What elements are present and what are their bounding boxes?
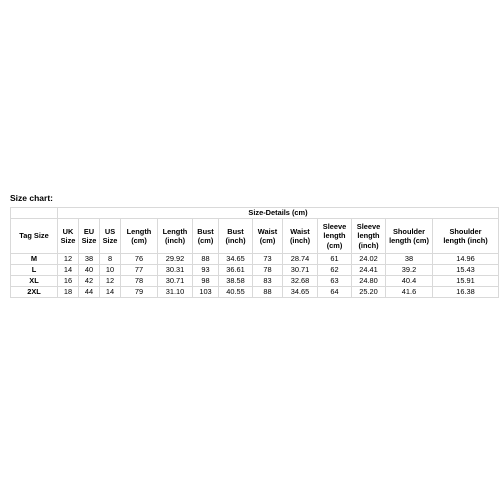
table-cell: 8 bbox=[100, 254, 121, 265]
table-cell: 41.6 bbox=[386, 287, 433, 298]
tag-size-cell: XL bbox=[11, 276, 58, 287]
column-header-line: Waist bbox=[257, 226, 278, 236]
column-header-line: Bust bbox=[197, 226, 214, 236]
table-cell: 28.74 bbox=[283, 254, 318, 265]
table-cell: 38.58 bbox=[219, 276, 253, 287]
column-header-line: UK bbox=[62, 226, 74, 236]
column-header-line: Size bbox=[60, 236, 76, 245]
column-header bbox=[318, 219, 352, 254]
table-body bbox=[11, 254, 499, 298]
table-cell: 78 bbox=[253, 265, 283, 276]
column-header-line: (inch) bbox=[164, 236, 186, 245]
column-header-line: length bbox=[357, 231, 380, 241]
table-cell: 14 bbox=[100, 287, 121, 298]
column-header bbox=[79, 219, 100, 254]
column-header-line: Length bbox=[126, 226, 152, 236]
column-header-line: Waist bbox=[290, 226, 310, 236]
table-cell: 16 bbox=[58, 276, 79, 287]
column-header-line: Sleeve bbox=[322, 222, 347, 232]
table-row bbox=[11, 265, 499, 276]
table-cell: 77 bbox=[121, 265, 158, 276]
column-header bbox=[386, 219, 433, 254]
column-header bbox=[253, 219, 283, 254]
size-chart-title: Size chart: bbox=[10, 193, 53, 203]
column-header-line: Length bbox=[162, 226, 188, 236]
table-cell: 38 bbox=[79, 254, 100, 265]
table-cell: 73 bbox=[253, 254, 283, 265]
column-header-line: Shoulder bbox=[392, 226, 426, 236]
table-cell: 30.71 bbox=[158, 276, 193, 287]
table-cell: 93 bbox=[193, 265, 219, 276]
table-cell: 40.55 bbox=[219, 287, 253, 298]
column-header-line: Size bbox=[102, 236, 118, 245]
size-details-header: Size-Details (cm) bbox=[58, 208, 499, 219]
table-cell: 31.10 bbox=[158, 287, 193, 298]
column-header-line: Tag Size bbox=[19, 231, 49, 241]
column-header-line: length (cm) bbox=[389, 236, 429, 245]
table-cell: 40.4 bbox=[386, 276, 433, 287]
table-cell: 24.02 bbox=[352, 254, 386, 265]
column-header-line: EU bbox=[83, 226, 95, 236]
table-cell: 42 bbox=[79, 276, 100, 287]
column-header bbox=[11, 219, 58, 254]
column-header bbox=[433, 219, 499, 254]
tag-size-cell: 2XL bbox=[11, 287, 58, 298]
table-row bbox=[11, 254, 499, 265]
table-cell: 32.68 bbox=[283, 276, 318, 287]
table-cell: 83 bbox=[253, 276, 283, 287]
column-header bbox=[352, 219, 386, 254]
table-cell: 62 bbox=[318, 265, 352, 276]
table-cell: 88 bbox=[253, 287, 283, 298]
table-cell: 14.96 bbox=[433, 254, 499, 265]
column-header-line: Size bbox=[81, 236, 97, 245]
table-cell: 38 bbox=[386, 254, 433, 265]
table-cell: 29.92 bbox=[158, 254, 193, 265]
table-cell: 79 bbox=[121, 287, 158, 298]
tag-size-cell: L bbox=[11, 265, 58, 276]
column-header bbox=[158, 219, 193, 254]
table-cell: 103 bbox=[193, 287, 219, 298]
table-cell: 44 bbox=[79, 287, 100, 298]
table-cell: 39.2 bbox=[386, 265, 433, 276]
column-header-line: (inch) bbox=[225, 236, 246, 245]
table-cell: 30.31 bbox=[158, 265, 193, 276]
column-header-line: (inch) bbox=[289, 236, 311, 245]
table-cell: 76 bbox=[121, 254, 158, 265]
column-header-line: (cm) bbox=[197, 236, 214, 245]
column-header-line: length (inch) bbox=[443, 236, 488, 245]
tag-size-cell: M bbox=[11, 254, 58, 265]
column-header-line: Bust bbox=[227, 226, 244, 236]
table-cell: 64 bbox=[318, 287, 352, 298]
table-cell: 34.65 bbox=[283, 287, 318, 298]
table-cell: 34.65 bbox=[219, 254, 253, 265]
table-row bbox=[11, 276, 499, 287]
table-cell: 16.38 bbox=[433, 287, 499, 298]
table-cell: 24.41 bbox=[352, 265, 386, 276]
column-header bbox=[219, 219, 253, 254]
table-cell: 15.91 bbox=[433, 276, 499, 287]
column-header bbox=[193, 219, 219, 254]
blank-header-cell bbox=[11, 208, 58, 219]
column-header-line: Sleeve bbox=[356, 222, 381, 232]
group-header-row bbox=[11, 208, 499, 219]
column-header-line: (inch) bbox=[358, 240, 379, 250]
table-row bbox=[11, 287, 499, 298]
column-header-line: (cm) bbox=[326, 240, 343, 250]
column-header-line: (cm) bbox=[131, 236, 147, 245]
column-header-line: US bbox=[104, 226, 116, 236]
table-cell: 12 bbox=[100, 276, 121, 287]
table-cell: 30.71 bbox=[283, 265, 318, 276]
column-header bbox=[58, 219, 79, 254]
table-cell: 24.80 bbox=[352, 276, 386, 287]
table-cell: 63 bbox=[318, 276, 352, 287]
size-chart-table bbox=[10, 207, 499, 298]
column-header bbox=[121, 219, 158, 254]
column-header-line: length bbox=[323, 231, 346, 241]
table-cell: 14 bbox=[58, 265, 79, 276]
table-cell: 18 bbox=[58, 287, 79, 298]
column-header-line: (cm) bbox=[259, 236, 276, 245]
table-cell: 61 bbox=[318, 254, 352, 265]
table-cell: 78 bbox=[121, 276, 158, 287]
column-header-line: Shoulder bbox=[449, 226, 482, 236]
table-cell: 10 bbox=[100, 265, 121, 276]
table-cell: 15.43 bbox=[433, 265, 499, 276]
table-cell: 98 bbox=[193, 276, 219, 287]
column-header bbox=[100, 219, 121, 254]
column-header-row bbox=[11, 219, 499, 254]
table-cell: 12 bbox=[58, 254, 79, 265]
table-cell: 88 bbox=[193, 254, 219, 265]
column-header bbox=[283, 219, 318, 254]
table-cell: 25.20 bbox=[352, 287, 386, 298]
table-cell: 40 bbox=[79, 265, 100, 276]
table-cell: 36.61 bbox=[219, 265, 253, 276]
